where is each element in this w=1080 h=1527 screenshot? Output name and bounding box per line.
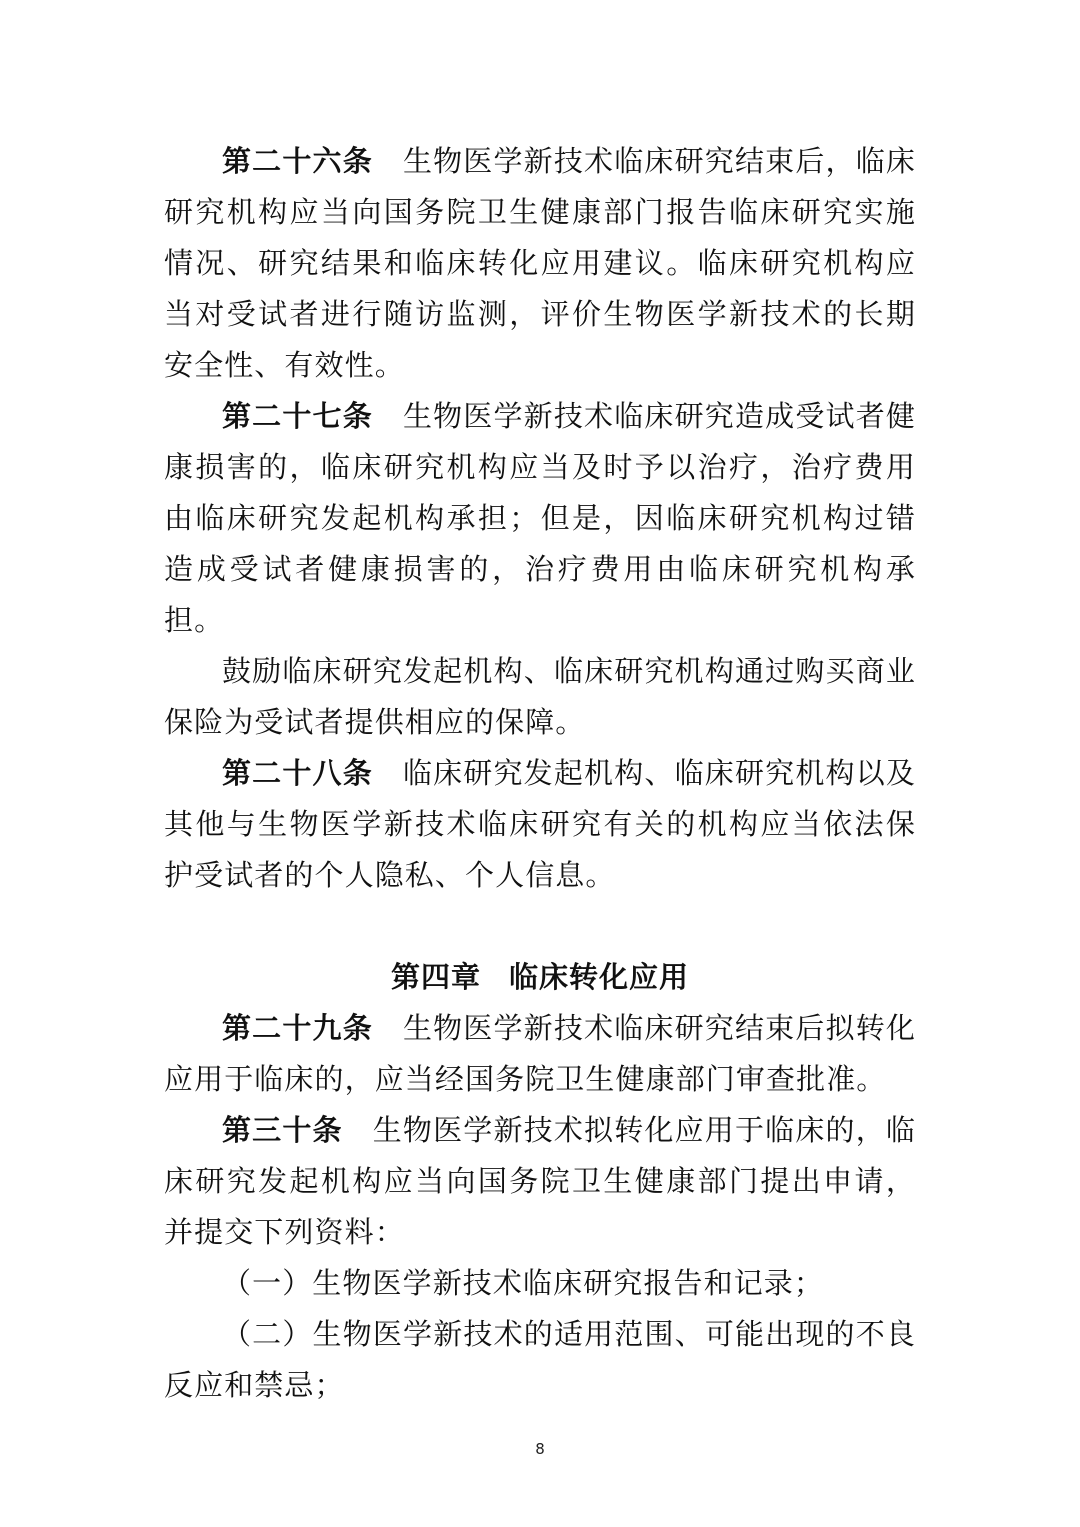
article-30-paragraph: [164, 1105, 916, 1258]
list-item-2: [164, 1309, 916, 1411]
article-29-heading: 第二十九条: [222, 1011, 373, 1045]
article-27-paragraph: [164, 391, 916, 646]
list-item-1: [164, 1258, 916, 1309]
article-28-heading: 第二十八条: [222, 756, 373, 790]
list-item-2-text: （二）生物医学新技术的适用范围、可能出现的不良反应和禁忌；: [164, 1317, 916, 1402]
article-27-heading: 第二十七条: [222, 399, 373, 433]
article-30-heading: 第三十条: [222, 1113, 343, 1147]
article-29-paragraph: [164, 1003, 916, 1105]
list-item-1-text: （一）生物医学新技术临床研究报告和记录；: [222, 1266, 825, 1300]
article-27-text: 生物医学新技术临床研究造成受试者健康损害的，临床研究机构应当及时予以治疗，治疗费用由临床研究发起机构承担；但是，因临床研究机构过错造成受试者健康损害的，治疗费用由临床研究机构承担。: [164, 399, 916, 637]
chapter-title: 临床转化应用: [509, 960, 690, 994]
article-27-insurance-paragraph: [164, 646, 916, 748]
chapter-heading: [164, 952, 916, 1003]
article-26-heading: 第二十六条: [222, 144, 373, 178]
article-28-text: 临床研究发起机构、临床研究机构以及其他与生物医学新技术临床研究有关的机构应当依法保护受试者的个人隐私、个人信息。: [164, 756, 916, 892]
article-29-text: 生物医学新技术临床研究结束后拟转化应用于临床的，应当经国务院卫生健康部门审查批准。: [164, 1011, 916, 1096]
page-number: 8: [535, 1440, 545, 1458]
article-28-paragraph: [164, 748, 916, 901]
article-30-text: 生物医学新技术拟转化应用于临床的，临床研究发起机构应当向国务院卫生健康部门提出申请，并提交下列资料：: [164, 1113, 916, 1249]
document-body: [164, 136, 916, 1411]
article-26-text: 生物医学新技术临床研究结束后，临床研究机构应当向国务院卫生健康部门报告临床研究实施情况、研究结果和临床转化应用建议。临床研究机构应当对受试者进行随访监测，评价生物医学新技术的长期安全性、有效性。: [164, 144, 916, 382]
article-27-insurance-text: 鼓励临床研究发起机构、临床研究机构通过购买商业保险为受试者提供相应的保障。: [164, 654, 916, 739]
article-26-paragraph: [164, 136, 916, 391]
chapter-number: 第四章: [390, 960, 481, 994]
